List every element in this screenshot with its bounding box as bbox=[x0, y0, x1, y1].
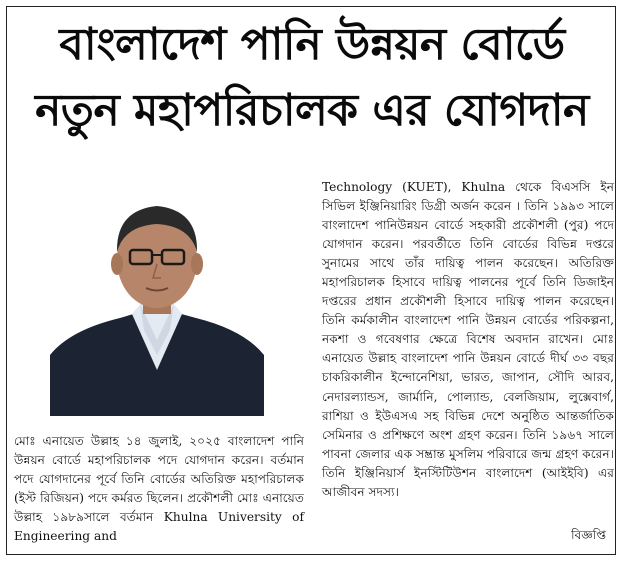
portrait-photo bbox=[50, 180, 264, 416]
article-body-left: মোঃ এনায়েত উল্লাহ ১৪ জুলাই, ২০২৫ বাংলাদেশ পানি উন্নয়ন বোর্ডে মহাপরিচালক পদে যোগদান করেন। বর্তমান পদে যোগদানের পূর্বে তিনি বোর্ডের অতিরিক্ত মহাপরিচালক (ইস্ট রিজিয়ন) পদে কর্মরত ছিলেন। প্রকৌশলী মোঃ এনায়েত উল্লাহ ১৯৮৯সালে বর্তমান Khulna University of Engineering and bbox=[14, 434, 304, 543]
headline-line-2: নতুন মহাপরিচালক এর যোগদান bbox=[35, 85, 589, 136]
portrait-illustration bbox=[50, 180, 264, 416]
article-body-right: Technology (KUET), Khulna থেকে বিএসসি ইন সিভিল ইঞ্জিনিয়ারিং ডিগ্রী অর্জন করেন । তিনি ১৯৯৩ সালে বাংলাদেশ পানিউন্নয়ন বোর্ডে সহকারী প্রকৌশলী (পুর) পদে যোগদান করেন। পরবর্তীতে তিনি বোর্ডের বিভিন্ন দপ্তরে সুনামের সাথে তাঁর দায়িত্ব পালন করেছেন। অতিরিক্ত মহাপরিচালক হিসাবে দায়িত্ব পালনের পূর্বে তিনি ডিজাইন দপ্তরের প্রধান প্রকৌশলী হিসাবে দায়িত্ব পালন করেছেন। তিনি কর্মকালীন বাংলাদেশ পানি উন্নয়ন বোর্ডের পরিকল্পনা, নকশা ও গবেষণার ক্ষেত্রে বিশেষ অবদান রাখেন। মোঃ এনায়েত উল্লাহ বাংলাদেশ পানি উন্নয়ন বোর্ডে দীর্ঘ ৩৩ বছর চাকরিকালীন ইন্দোনেশিয়া, ভারত, জাপান, সৌদি আরব, নেদারল্যান্ডস, জার্মানি, পোল্যান্ড, বেলজিয়াম, লুক্সেবার্গ, রাশিয়া ও ইউএসএ সহ বিভিন্ন দেশে অনুষ্ঠিত আন্তর্জাতিক সেমিনার ও প্রশিক্ষণে অংশ গ্রহণ করেন। তিনি ১৯৬৭ সালে পাবনা জেলার এক সম্ভ্রান্ত মুসলিম পরিবারে জন্ম গ্রহণ করেন। তিনি ইঞ্জিনিয়ার্স ইনস্টিটিউশন বাংলাদেশ (আইইবি) এর আজীবন সদস্য। bbox=[322, 180, 614, 499]
credit-label: বিজ্ঞপ্তি bbox=[571, 528, 606, 542]
headline bbox=[10, 12, 614, 144]
headline-line-1: বাংলাদেশ পানি উন্নয়ন বোর্ডে bbox=[59, 19, 565, 70]
